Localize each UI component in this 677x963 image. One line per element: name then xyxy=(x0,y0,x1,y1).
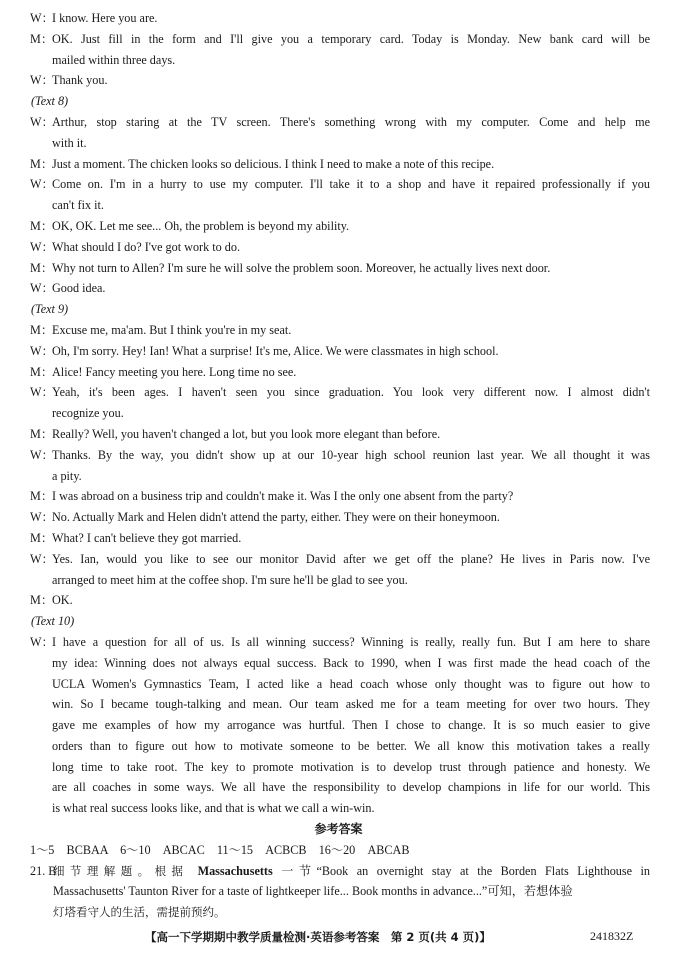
dialogue-text: Arthur, stop staring at the TV screen. There's something wrong with my computer. Come and help me xyxy=(52,114,650,129)
dialogue-line xyxy=(0,549,677,570)
dialogue-line xyxy=(0,133,677,154)
content-lines xyxy=(0,8,677,923)
speaker-tag: W： xyxy=(30,447,54,462)
dialogue-text: OK, OK. Let me see... Oh, the problem is beyond my ability. xyxy=(52,218,350,233)
dialogue-line xyxy=(0,570,677,591)
q21-explanation-2: Massachusetts' Taunton River for a taste of lightkeeper life... Book months in advance...”可知，若想体验 xyxy=(53,884,573,899)
q21-line-1 xyxy=(0,861,677,882)
dialogue-line xyxy=(0,507,677,528)
dialogue-line xyxy=(0,715,677,736)
dialogue-line xyxy=(0,694,677,715)
speaker-tag: W： xyxy=(30,343,54,358)
speaker-tag: M： xyxy=(30,364,54,379)
dialogue-text: What should I do? I've got work to do. xyxy=(52,239,241,254)
dialogue-line xyxy=(0,466,677,487)
dialogue-line xyxy=(0,362,677,383)
dialogue-text: gave me examples of how my arrogance was hurtful. Then I chose to change. It is so much easier to give xyxy=(52,718,650,733)
dialogue-text: my idea: Winning does not always equal success. Back to 1990, when I was first made the head coach of the xyxy=(52,655,650,670)
speaker-tag: M： xyxy=(30,426,54,441)
dialogue-text: are all coaches in some ways. We all have the responsibility to develop champions in life for our world. This xyxy=(52,780,650,795)
dialogue-text: a pity. xyxy=(52,468,82,483)
speaker-tag: W： xyxy=(30,11,54,25)
section-label: (Text 9) xyxy=(31,302,69,317)
section-label-line xyxy=(0,91,677,112)
dialogue-text: Thank you. xyxy=(52,73,108,88)
dialogue-line xyxy=(0,29,677,50)
dialogue-line xyxy=(0,674,677,695)
speaker-tag: M： xyxy=(30,31,54,46)
q21-line-3 xyxy=(0,902,677,923)
dialogue-line xyxy=(0,798,677,819)
speaker-tag: M： xyxy=(30,530,54,545)
dialogue-line xyxy=(0,50,677,71)
dialogue-line xyxy=(0,403,677,424)
dialogue-text: Oh, I'm sorry. Hey! Ian! What a surprise! It's me, Alice. We were classmates in high school. xyxy=(52,343,499,358)
dialogue-line xyxy=(0,777,677,798)
footer-title: 【高一下学期期中教学质量检测·英语参考答案 第 2 页(共 4 页)】 xyxy=(145,930,491,944)
dialogue-text: orders than to figure out how to motivate someone to be better. We all know this motivation takes a really xyxy=(52,738,650,753)
dialogue-line xyxy=(0,632,677,653)
q21-line-2 xyxy=(0,881,677,902)
section-label: (Text 8) xyxy=(31,94,69,109)
listening-transcript xyxy=(0,8,677,819)
dialogue-text: Thanks. By the way, you didn't show up at our 10-year high school reunion last year. We all thought it was xyxy=(52,447,650,462)
speaker-tag: M： xyxy=(30,593,54,608)
speaker-tag: W： xyxy=(30,239,54,254)
dialogue-text: UCLA Women's Gymnastics Team, I acted like a head coach whose only thought was to figure out how to xyxy=(52,676,650,691)
dialogue-text: OK. xyxy=(52,593,73,608)
q21-intro: 细节理解题。根据 xyxy=(53,863,198,878)
speaker-tag: W： xyxy=(30,281,54,296)
dialogue-text: Yes. Ian, would you like to see our monitor David after we get off the plane? He lives in Paris now. I've xyxy=(52,551,650,566)
dialogue-text: recognize you. xyxy=(52,406,124,421)
dialogue-line xyxy=(0,154,677,175)
dialogue-line xyxy=(0,590,677,611)
dialogue-text: is what real success looks like, and that is what we call a win-win. xyxy=(52,801,375,816)
answer-key: 1～5 BCBAA 6～10 ABCAC 11～15 ACBCB 16～20 ABCAB xyxy=(30,842,410,857)
dialogue-text: Why not turn to Allen? I'm sure he will solve the problem soon. Moreover, he actually lives next door. xyxy=(52,260,551,275)
dialogue-text: mailed within three days. xyxy=(52,52,176,67)
speaker-tag: W： xyxy=(30,177,54,192)
speaker-tag: W： xyxy=(30,73,54,88)
dialogue-text: long time to take root. The key to promote motivation is to develop trust through patience and honesty. We xyxy=(52,759,650,774)
dialogue-text: Yeah, it's been ages. I haven't seen you since graduation. You look very different now. I almost didn't xyxy=(52,385,650,400)
dialogue-text: OK. Just fill in the form and I'll give you a temporary card. Today is Monday. New bank card will be xyxy=(52,31,650,46)
dialogue-line xyxy=(0,320,677,341)
dialogue-text: can't fix it. xyxy=(52,198,104,213)
dialogue-text: I was abroad on a business trip and couldn't make it. Was I the only one absent from the party? xyxy=(52,489,514,504)
dialogue-text: Alice! Fancy meeting you here. Long time no see. xyxy=(52,364,297,379)
dialogue-line xyxy=(0,382,677,403)
dialogue-line xyxy=(0,174,677,195)
footer-code: 241832Z xyxy=(590,929,634,943)
page-footer xyxy=(0,929,677,949)
dialogue-text: Excuse me, ma'am. But I think you're in my seat. xyxy=(52,322,292,337)
dialogue-line xyxy=(0,445,677,466)
dialogue-text: I have a question for all of us. Is all winning success? Winning is really, really fun. But I am here to share xyxy=(52,634,650,649)
speaker-tag: M： xyxy=(30,218,54,233)
dialogue-text: Really? Well, you haven't changed a lot, but you look more elegant than before. xyxy=(52,426,441,441)
dialogue-text: with it. xyxy=(52,135,87,150)
section-label-line xyxy=(0,299,677,320)
speaker-tag: W： xyxy=(30,551,54,566)
speaker-tag: W： xyxy=(30,510,54,525)
speaker-tag: W： xyxy=(30,385,54,400)
q21-quote-start: 一节“Book an overnight stay at the Borden Flats Lighthouse in xyxy=(272,863,651,878)
dialogue-text: What? I can't believe they got married. xyxy=(52,530,242,545)
dialogue-text: I know. Here you are. xyxy=(52,11,158,25)
dialogue-line xyxy=(0,278,677,299)
dialogue-text: Come on. I'm in a hurry to use my computer. I'll take it to a shop and have it repaired professionally if you xyxy=(52,177,650,192)
q21-keyword: Massachusetts xyxy=(197,863,273,878)
dialogue-line xyxy=(0,258,677,279)
dialogue-line xyxy=(0,341,677,362)
speaker-tag: M： xyxy=(30,156,54,171)
dialogue-line xyxy=(0,112,677,133)
dialogue-line xyxy=(0,528,677,549)
dialogue-line xyxy=(0,70,677,91)
dialogue-line xyxy=(0,8,677,29)
dialogue-text: arranged to meet him at the coffee shop. I'm sure he'll be glad to see you. xyxy=(52,572,408,587)
answers-heading: 参考答案 xyxy=(314,822,363,837)
dialogue-line xyxy=(0,757,677,778)
answer-key-line xyxy=(0,840,677,861)
dialogue-line xyxy=(0,736,677,757)
speaker-tag: M： xyxy=(30,260,54,275)
dialogue-text: No. Actually Mark and Helen didn't attend the party, either. They were on their honeymoon. xyxy=(52,510,500,525)
dialogue-line xyxy=(0,216,677,237)
speaker-tag: W： xyxy=(30,634,54,649)
section-label-line xyxy=(0,611,677,632)
dialogue-line xyxy=(0,195,677,216)
q21-explanation-1 xyxy=(53,861,650,882)
dialogue-line xyxy=(0,653,677,674)
dialogue-line xyxy=(0,237,677,258)
speaker-tag: M： xyxy=(30,489,54,504)
answers-heading-line xyxy=(0,819,677,840)
speaker-tag: W： xyxy=(30,114,54,129)
dialogue-text: Good idea. xyxy=(52,281,106,296)
dialogue-text: win. So I became tough-talking and mean. Our team asked me for a team meeting for over two hours. They xyxy=(52,697,650,712)
q21-explanation-3: 灯塔看守人的生活，需提前预约。 xyxy=(53,905,226,920)
dialogue-line xyxy=(0,486,677,507)
dialogue-text: Just a moment. The chicken looks so delicious. I think I need to make a note of this recipe. xyxy=(52,156,495,171)
section-label: (Text 10) xyxy=(31,614,75,629)
speaker-tag: M： xyxy=(30,322,54,337)
dialogue-line xyxy=(0,424,677,445)
q21-number: 21. B xyxy=(30,863,57,878)
